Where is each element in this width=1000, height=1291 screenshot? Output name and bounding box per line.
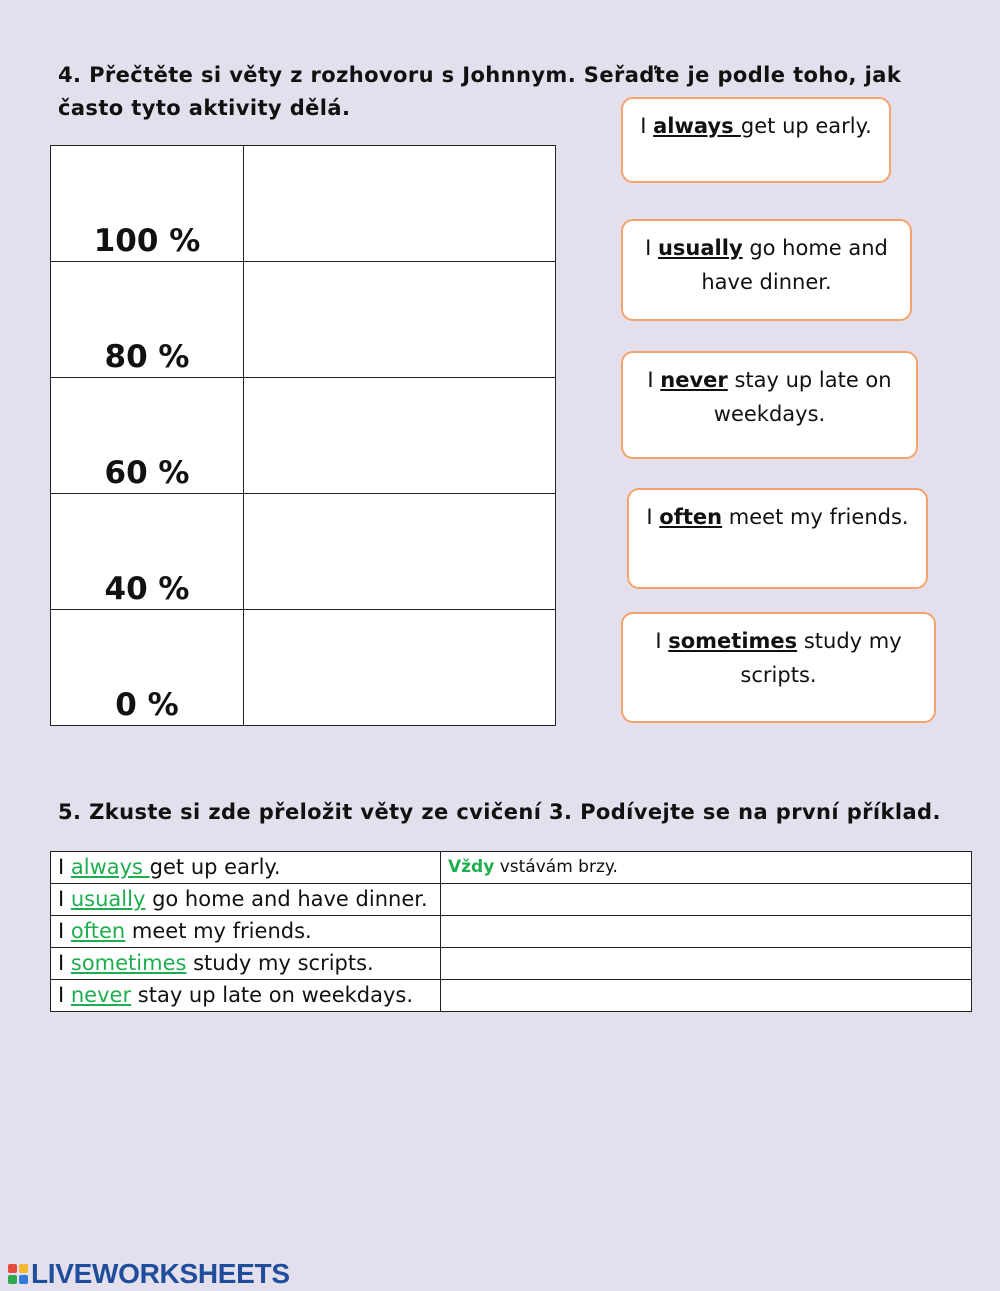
english-sentence — [51, 916, 441, 948]
sentence-post: stay up late on weekdays. — [131, 983, 414, 1007]
card-text-pre: I — [647, 368, 661, 392]
sentence-pre: I — [58, 887, 71, 911]
drop-slot-80[interactable] — [244, 262, 556, 378]
frequency-row — [51, 610, 556, 726]
example-rest: vstávám brzy. — [494, 857, 618, 877]
table-row — [51, 916, 972, 948]
card-adverb: usually — [657, 236, 743, 260]
translation-cell — [441, 980, 972, 1012]
translation-input-never[interactable] — [448, 981, 962, 1009]
sentence-post: meet my friends. — [125, 919, 312, 943]
example-translation — [441, 852, 972, 884]
card-text-post: stay up late on weekdays. — [713, 368, 892, 426]
translation-input-sometimes[interactable] — [448, 949, 962, 977]
table-row — [51, 980, 972, 1012]
draggable-card-always[interactable] — [621, 97, 891, 183]
card-adverb: sometimes — [668, 629, 798, 653]
percent-label: 40 % — [51, 494, 244, 610]
card-text-post: study my scripts. — [740, 629, 902, 687]
frequency-row — [51, 262, 556, 378]
frequency-row — [51, 378, 556, 494]
sentence-post: study my scripts. — [186, 951, 374, 975]
drop-slot-40[interactable] — [244, 494, 556, 610]
logo-square-blue — [19, 1275, 28, 1284]
card-adverb: never — [660, 368, 728, 392]
table-row — [51, 884, 972, 916]
logo-text: LIVEWORKSHEETS — [31, 1258, 290, 1289]
task5-heading: 5. Zkuste si zde přeložit věty ze cvičení 3. Podívejte se na první příklad. — [58, 800, 941, 824]
card-text-post: meet my friends. — [722, 505, 909, 529]
table-row — [51, 852, 972, 884]
percent-label: 80 % — [51, 262, 244, 378]
liveworksheets-logo-icon — [8, 1264, 28, 1284]
sentence-pre: I — [58, 983, 71, 1007]
percent-label: 0 % — [51, 610, 244, 726]
card-text-post: get up early. — [740, 114, 872, 138]
task4-heading: 4. Přečtěte si věty z rozhovoru s Johnnym. Seřaďte je podle toho, jak často tyto aktivity dělá. — [58, 63, 902, 120]
english-sentence — [51, 980, 441, 1012]
frequency-row — [51, 146, 556, 262]
translation-cell — [441, 948, 972, 980]
translation-cell — [441, 884, 972, 916]
sentence-adverb: sometimes — [70, 951, 187, 975]
table-row — [51, 948, 972, 980]
percent-label: 100 % — [51, 146, 244, 262]
sentence-adverb: often — [70, 919, 126, 943]
example-adverb: Vždy — [448, 857, 495, 877]
logo-square-yellow — [19, 1264, 28, 1273]
sentence-post: go home and have dinner. — [145, 887, 428, 911]
sentence-pre: I — [58, 919, 71, 943]
drop-slot-100[interactable] — [244, 146, 556, 262]
drop-slot-0[interactable] — [244, 610, 556, 726]
card-text-pre: I — [640, 114, 654, 138]
english-sentence — [51, 852, 441, 884]
logo-square-green — [8, 1275, 17, 1284]
frequency-row — [51, 494, 556, 610]
translation-input-often[interactable] — [448, 917, 962, 945]
card-text-pre: I — [646, 505, 660, 529]
sentence-pre: I — [58, 951, 71, 975]
liveworksheets-logo[interactable] — [8, 1260, 290, 1288]
card-adverb: always — [653, 114, 741, 138]
draggable-card-never[interactable] — [621, 351, 918, 459]
card-text-pre: I — [645, 236, 658, 260]
logo-square-red — [8, 1264, 17, 1273]
draggable-card-often[interactable] — [627, 488, 928, 589]
draggable-card-usually[interactable] — [621, 219, 912, 321]
card-adverb: often — [659, 505, 723, 529]
drop-slot-60[interactable] — [244, 378, 556, 494]
sentence-pre: I — [58, 855, 71, 879]
sentence-adverb: always — [70, 855, 150, 879]
draggable-card-sometimes[interactable] — [621, 612, 936, 723]
frequency-table — [50, 145, 556, 726]
sentence-adverb: never — [70, 983, 132, 1007]
sentence-adverb: usually — [70, 887, 146, 911]
translation-input-usually[interactable] — [448, 885, 962, 913]
percent-label: 60 % — [51, 378, 244, 494]
translation-cell — [441, 916, 972, 948]
sentence-post: get up early. — [149, 855, 281, 879]
card-text-pre: I — [655, 629, 669, 653]
english-sentence — [51, 884, 441, 916]
english-sentence — [51, 948, 441, 980]
card-text-post: go home and have dinner. — [701, 236, 888, 294]
translation-table — [50, 851, 972, 1012]
